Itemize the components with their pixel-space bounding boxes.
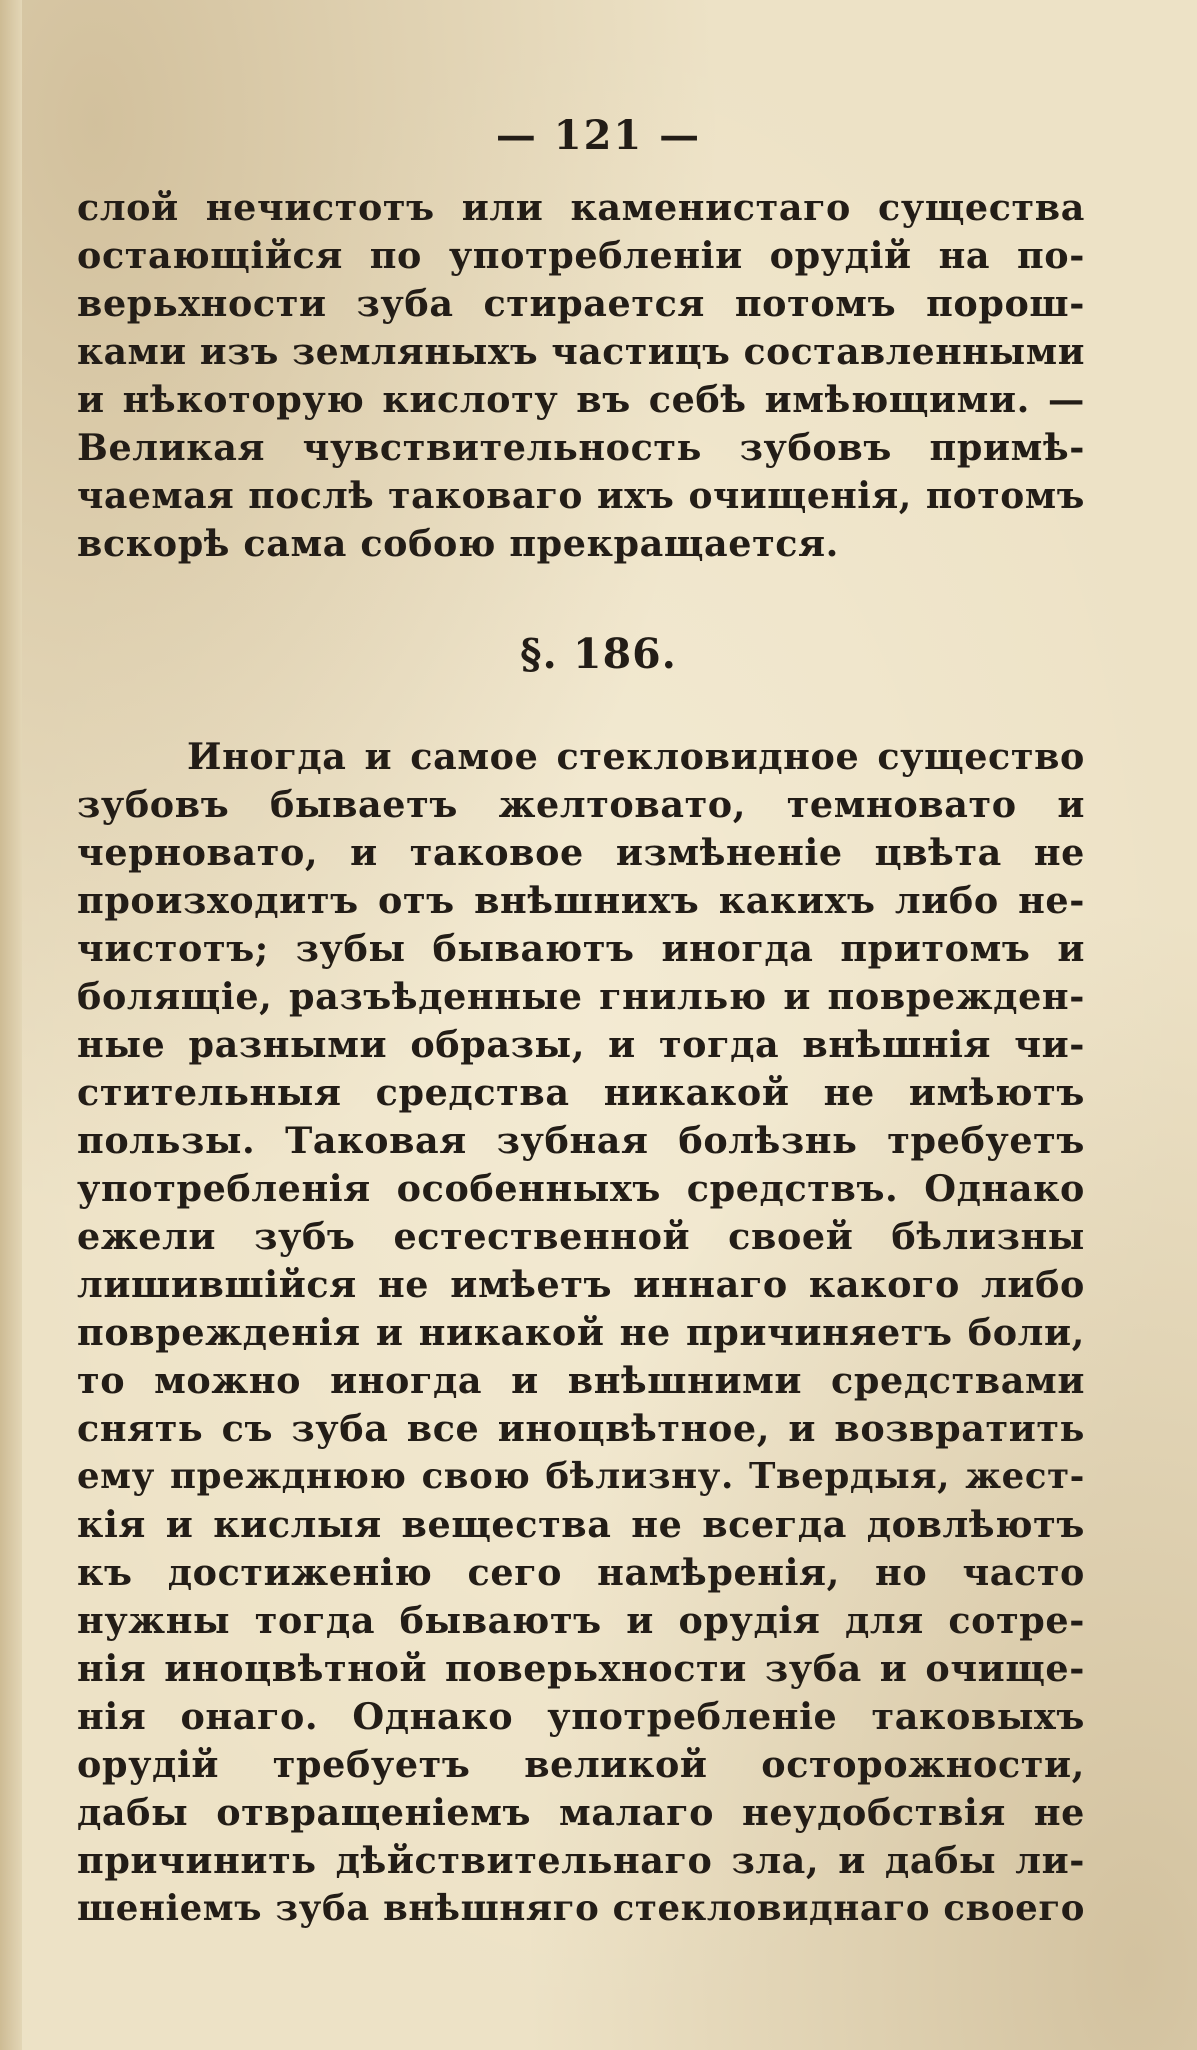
- text-line: зубовъ бываетъ желтовато, темновато и: [77, 783, 1085, 826]
- continued-paragraph: [77, 184, 1085, 568]
- text-line: Иногда и самое стекловидное существо: [187, 735, 1085, 778]
- text-line: нія онаго. Однако употребленіе таковыхъ: [77, 1695, 1085, 1738]
- text-line: ежели зубъ естественной своей бѣлизны: [77, 1215, 1085, 1258]
- section-paragraph: [77, 733, 1085, 1933]
- text-line: дабы отвращеніемъ малаго неудобствія не: [77, 1791, 1085, 1834]
- text-line: вскорѣ сама собою прекращается.: [77, 522, 839, 565]
- text-line: болящіе, разъѣденные гнилью и поврежден-: [77, 975, 1085, 1018]
- section-heading: §. 186.: [520, 630, 677, 678]
- text-line: то можно иногда и внѣшними средствами: [77, 1359, 1085, 1402]
- text-line: причинить дѣйствительнаго зла, и дабы ли-: [77, 1839, 1085, 1882]
- text-line: стительныя средства никакой не имѣютъ: [77, 1071, 1085, 1114]
- text-line: верьхности зуба стирается потомъ порош-: [77, 282, 1085, 325]
- text-line: и нѣкоторую кислоту въ себѣ имѣющими. —: [77, 378, 1085, 421]
- text-line: Великая чувствительность зубовъ примѣ-: [77, 426, 1085, 469]
- text-line: произходитъ отъ внѣшнихъ какихъ либо не-: [77, 879, 1085, 922]
- text-line: пользы. Таковая зубная болѣзнь требуетъ: [77, 1119, 1085, 1162]
- text-line: ему прежднюю свою бѣлизну. Твердыя, жест-: [77, 1456, 1085, 1497]
- text-line: черновато, и таковое измѣненіе цвѣта не: [77, 831, 1085, 874]
- text-line: шеніемъ зуба внѣшняго стекловиднаго своего: [77, 1888, 1085, 1929]
- text-line: остающійся по употребленіи орудій на по-: [77, 234, 1085, 277]
- text-line: употребленія особенныхъ средствъ. Однако: [77, 1167, 1085, 1210]
- text-line: кія и кислыя вещества не всегда довлѣютъ: [77, 1503, 1085, 1546]
- text-line: нія иноцвѣтной поверьхности зуба и очище-: [77, 1647, 1085, 1690]
- text-line: слой нечистотъ или каменистаго существа: [77, 186, 1085, 229]
- text-line: ные разными образы, и тогда внѣшнія чи-: [77, 1023, 1085, 1066]
- page-number-header: — 121 —: [495, 112, 702, 159]
- text-line: снять съ зуба все иноцвѣтное, и возвратить: [77, 1407, 1085, 1450]
- text-line: орудій требуетъ великой осторожности,: [77, 1743, 1085, 1786]
- text-line: чистотъ; зубы бываютъ иногда притомъ и: [77, 927, 1085, 970]
- text-line: чаемая послѣ таковаго ихъ очищенія, потомъ: [77, 475, 1085, 517]
- text-line: поврежденія и никакой не причиняетъ боли,: [77, 1311, 1085, 1354]
- text-line: ками изъ земляныхъ частицъ составленными: [77, 331, 1085, 373]
- text-line: нужны тогда бываютъ и орудія для сотре-: [77, 1599, 1085, 1642]
- text-line: къ достиженію сего намѣренія, но часто: [77, 1551, 1085, 1594]
- page-binding-edge: [0, 0, 22, 2050]
- text-line: лишившійся не имѣетъ иннаго какого либо: [77, 1263, 1085, 1306]
